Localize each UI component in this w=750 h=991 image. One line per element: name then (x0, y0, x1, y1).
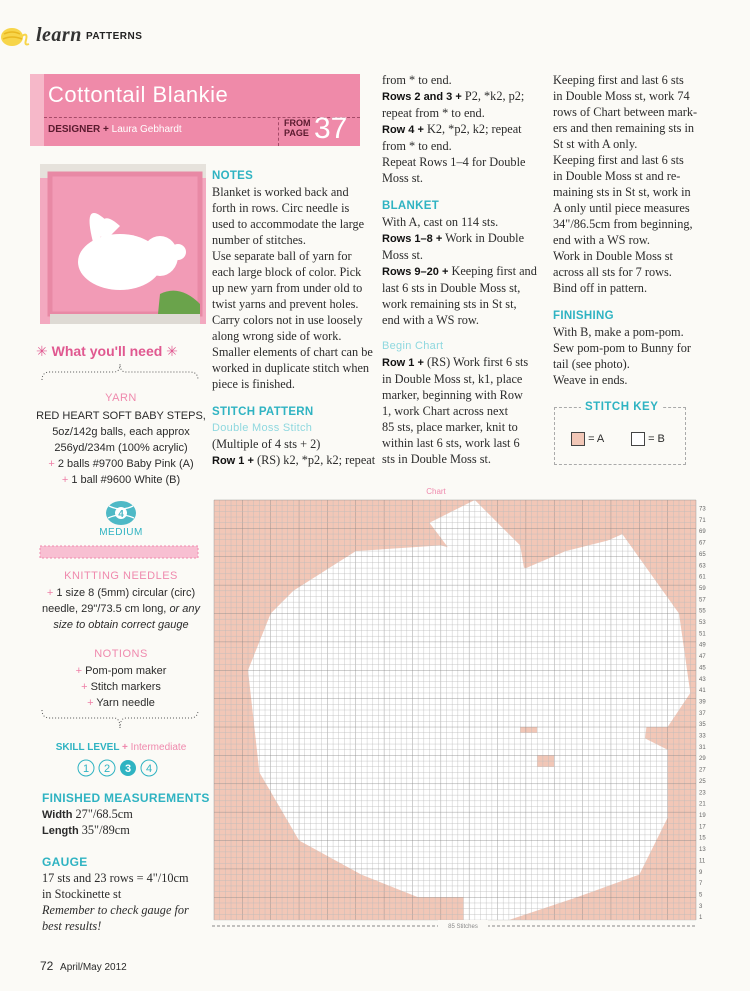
chart-row-label: 63 (699, 563, 706, 570)
instruction-line: Keeping first and last 6 sts (553, 153, 684, 167)
yarn-brand: RED HEART SOFT BABY STEPS, (36, 410, 206, 422)
weight-label: MEDIUM (99, 527, 143, 538)
instruction-line: in Double Moss st and re- (553, 169, 681, 183)
notes-line: number of stitches. (212, 233, 306, 247)
chart-row-label: 17 (699, 824, 706, 831)
instruction-line: in Double Moss st, work 74 (553, 89, 690, 103)
finishing-line: With B, make a pom-pom. (553, 325, 684, 339)
chart-row-label: 65 (699, 551, 706, 558)
swatch-a (571, 432, 585, 446)
chart-row-label: 5 (699, 892, 703, 899)
bunny-eye (520, 727, 537, 733)
notes-line: forth in rows. Circ needle is (212, 201, 350, 215)
blanket-heading: BLANKET (382, 200, 440, 212)
notes-line: piece is finished. (212, 377, 295, 391)
instruction-line: St st with A only. (553, 137, 638, 151)
stitch-key (554, 401, 686, 465)
notes-line: along wrong side of work. (212, 329, 342, 343)
instruction-line: end with a WS row. (553, 233, 650, 247)
skill-level-indicator (76, 758, 160, 778)
chart-row-1-line: 85 sts, place marker, knit to (382, 420, 518, 434)
finished-heading: FINISHED MEASUREMENTS (42, 791, 210, 805)
notes-line: used to accommodate the large (212, 217, 365, 231)
swatch-b (631, 432, 645, 446)
chart-row-1-line: Row 1 + (RS) Work first 6 sts (382, 355, 529, 369)
chart-row-label: 47 (699, 654, 706, 661)
gauge-text: 17 sts and 23 rows = 4"/10cm in Stockinette st Remember to check gauge for best results! (42, 871, 189, 933)
stitch-pattern-heading: STITCH PATTERN (212, 406, 314, 418)
chart-row-label: 19 (699, 813, 706, 819)
bracket-ornament (40, 360, 200, 386)
needles-gauge-note: size to obtain correct gauge (53, 619, 189, 631)
instruction-line: ers and then remaining sts in (553, 121, 695, 135)
chart-row-label: 61 (699, 574, 706, 581)
instruction-line: across all sts for 7 rows. (553, 265, 672, 279)
chart-row-label: 67 (699, 540, 706, 547)
notes-line: each large block of color. Pick (212, 265, 362, 279)
skill-level-4: 4 (145, 763, 153, 775)
instruction-line: Bind off in pattern. (553, 281, 648, 295)
chart-row-label: 15 (699, 835, 706, 842)
notes-line: twist yarns and prevent holes. (212, 297, 359, 311)
designer-name: Laura Gebhardt (111, 124, 182, 135)
finished-length: Length 35"/89cm (42, 823, 130, 837)
chart-row-label: 51 (699, 631, 706, 638)
section-patterns: PATTERNS (86, 31, 143, 42)
finishing-line: tail (see photo). (553, 357, 630, 371)
chart-row-label: 59 (699, 586, 706, 592)
gauge-heading: GAUGE (42, 855, 88, 869)
yarn-heading: YARN (105, 392, 137, 404)
finishing-heading: FINISHING (553, 310, 614, 322)
chart-row-label: 7 (699, 881, 703, 888)
what-you-need-heading: ✳ What you'll need ✳ (36, 343, 178, 359)
instructions-column (553, 72, 713, 388)
chart-row-label: 3 (699, 903, 703, 910)
yarn-color-b: + 1 ball #9600 White (B) (61, 474, 181, 486)
chart-row-label: 13 (699, 847, 706, 854)
chart-row-label: 31 (699, 744, 706, 751)
chart-row-label: 9 (699, 869, 703, 876)
begin-chart-heading: Begin Chart (382, 340, 444, 352)
yarn-spec: 5oz/142g balls, each approx (52, 426, 190, 438)
page-number: 72 (40, 959, 54, 973)
chart-row-1-line: in Double Moss st, k1, place (382, 372, 523, 386)
stitch-row-1: Row 1 + (RS) k2, *p2, k2; repeat (212, 453, 376, 467)
chart-row-label: 35 (699, 722, 706, 729)
skill-level-3: 3 (124, 763, 132, 775)
notion-item: + Yarn needle (87, 697, 155, 709)
chart-row-label: 1 (699, 915, 703, 922)
pattern-title: Cottontail Blankie (48, 82, 229, 107)
pink-divider (40, 546, 198, 558)
chart-row-1-line: sts in Double Moss st. (382, 452, 491, 466)
notes-line: Carry colors not in use loosely (212, 313, 363, 327)
notes-line: Use separate ball of yarn for (212, 249, 352, 263)
instruction-line: Keeping first and last 6 sts (553, 73, 684, 87)
notions-heading: NOTIONS (94, 648, 148, 660)
banner-divider-vertical (278, 117, 279, 146)
chart-row-label: 27 (699, 767, 706, 774)
banner-divider (44, 117, 360, 118)
finished-width: Width 27"/68.5cm (42, 807, 133, 821)
chart-row-label: 23 (699, 790, 706, 797)
yarn-weight-icon (104, 500, 138, 526)
from-page-label: FROM PAGE (284, 118, 311, 138)
chart-row-label: 29 (699, 756, 706, 763)
finishing-line: Weave in ends. (553, 373, 628, 387)
chart-row-label: 41 (699, 688, 706, 695)
needles-length: needle, 29"/73.5 cm long, or any (41, 603, 201, 615)
chart-row-1-line: 1, work Chart across next (382, 404, 509, 418)
instruction-line: rows of Chart between mark- (553, 105, 698, 119)
designer-credit: DESIGNER + Laura Gebhardt (48, 124, 182, 135)
stitch-key-heading: STITCH KEY (581, 401, 662, 413)
key-b: = B (631, 432, 665, 446)
skill-level-2: 2 (103, 763, 111, 775)
chart-row-label: 11 (699, 858, 706, 865)
instruction-line: maining sts in St st, work in (553, 185, 691, 199)
bunny-chart (210, 487, 710, 932)
weight-number: 4 (118, 509, 124, 520)
chart-row-label: 69 (699, 529, 706, 536)
chart-row-label: 25 (699, 778, 706, 785)
notes-line: up new yarn from under old to (212, 281, 363, 295)
chart-row-1-line: marker, beginning with Row (382, 388, 523, 402)
needles-heading: KNITTING NEEDLES (64, 570, 178, 582)
instruction-line: A only until piece measures (553, 201, 690, 215)
finishing-line: Sew pom-pom to Bunny for (553, 341, 691, 355)
chart-row-label: 71 (699, 517, 706, 524)
stitch-multiple: (Multiple of 4 sts + 2) (212, 437, 321, 451)
bracket-ornament-bottom (40, 708, 200, 734)
section-learn: learn (36, 24, 82, 46)
chart-row-label: 45 (699, 665, 706, 672)
notes-line: Smaller elements of chart can be (212, 345, 373, 359)
stitch-pattern-sub: Double Moss Stitch (212, 422, 313, 434)
skill-level: SKILL LEVEL + Intermediate (55, 742, 187, 753)
blanket-column: from * to end. Rows 2 and 3 + P2, *k2, p2; repeat from * to end. Row 4 + K2, *p2, k2; repeat from * to end. Repeat Rows 1–4 for Double Moss st. BLANKET With A, cast on 114 sts. Rows 1–8 + Work in Double Moss st. Rows 9–20 + Keeping first and last 6 sts in Double Moss st, work remaining sts in St st, end with a WS row. Begin Chart Row 1 + (RS) Work first 6 sts in Double Moss st, k1, place marker, beginning with Row 1, work Chart across next 85 sts, place marker, knit to within last 6 sts, work last 6 sts in Double Moss st. (382, 72, 552, 467)
chart-row-label: 49 (699, 642, 706, 649)
blanket-photo (40, 164, 206, 324)
instruction-line: 34"/86.5cm from beginning, (553, 217, 693, 231)
yarn-ball-icon (0, 26, 30, 48)
page-footer (40, 959, 127, 973)
chart-bottom-label: 85 Stitches (448, 924, 478, 930)
chart-row-label: 57 (699, 597, 706, 604)
yarn-spec: 256yd/234m (100% acrylic) (54, 442, 188, 454)
chart-row-1-line: within last 6 sts, work last 6 (382, 436, 520, 450)
notes-column (212, 168, 380, 469)
notion-item: + Stitch markers (81, 681, 161, 693)
issue-date: April/May 2012 (60, 962, 127, 973)
chart-title: Chart (426, 487, 446, 496)
instruction-line: Work in Double Moss st (553, 249, 673, 263)
chart-row-label: 37 (699, 710, 706, 717)
chart-row-label: 53 (699, 620, 706, 626)
notes-line: Blanket is worked back and (212, 185, 349, 199)
notes-heading: NOTES (212, 170, 254, 182)
skill-level-1: 1 (82, 763, 90, 775)
notion-item: + Pom-pom maker (75, 665, 167, 677)
yarn-color-a: + 2 balls #9700 Baby Pink (A) (48, 458, 194, 470)
chart-row-label: 55 (699, 608, 706, 615)
chart-row-label: 21 (699, 801, 706, 808)
chart-row-label: 73 (699, 506, 706, 513)
from-page-number: 37 (314, 112, 348, 145)
banner-strip (30, 74, 44, 146)
key-a: = A (571, 432, 604, 446)
chart-row-label: 43 (699, 676, 706, 683)
needles-size: + 1 size 8 (5mm) circular (circ) (46, 587, 196, 599)
chart-row-label: 33 (699, 733, 706, 740)
notes-line: worked in duplicate stitch when (212, 361, 370, 375)
chart-row-label: 39 (699, 699, 706, 706)
